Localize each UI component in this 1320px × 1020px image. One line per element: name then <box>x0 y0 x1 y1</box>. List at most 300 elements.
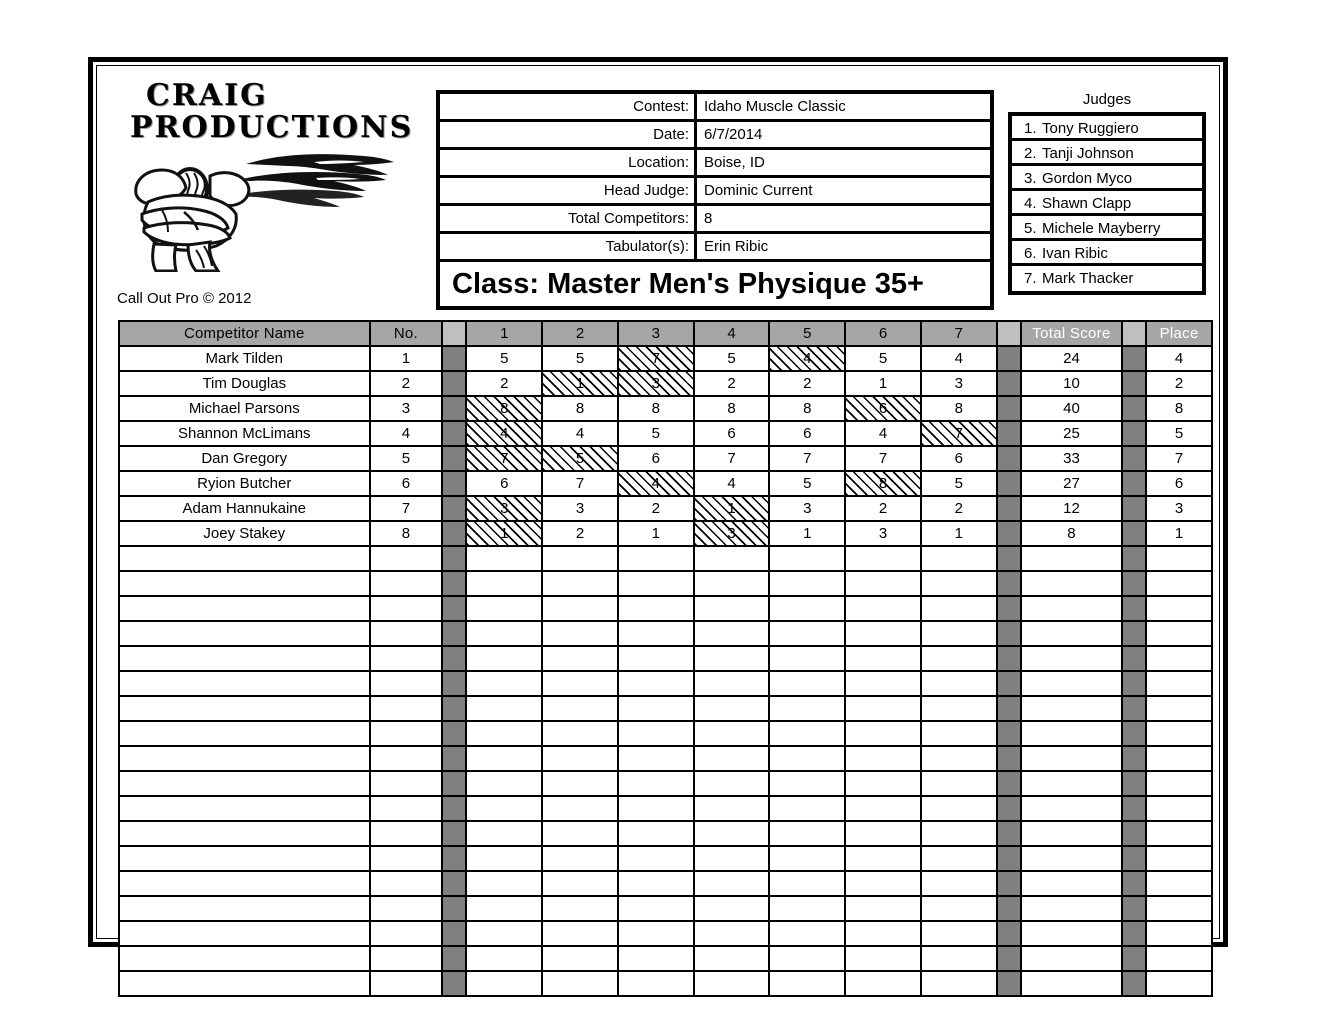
total-score-cell[interactable] <box>1021 346 1122 371</box>
judge-7-score-cell[interactable] <box>921 621 997 646</box>
judge-3-score-cell[interactable] <box>618 671 694 696</box>
judge-5-score-cell[interactable] <box>769 596 845 621</box>
judge-7-score-cell[interactable] <box>921 546 997 571</box>
place-cell[interactable] <box>1146 671 1212 696</box>
judge-3-score-cell[interactable] <box>618 496 694 521</box>
judge-7-score-cell[interactable] <box>921 396 997 421</box>
judge-2-score-cell[interactable] <box>542 346 618 371</box>
judge-5-score-cell[interactable] <box>769 346 845 371</box>
judge-4-score-cell[interactable] <box>694 621 770 646</box>
competitor-name-cell[interactable] <box>119 696 370 721</box>
total-score-cell[interactable] <box>1021 471 1122 496</box>
info-value-date[interactable]: 6/7/2014 <box>704 126 763 143</box>
competitor-name-cell[interactable] <box>119 746 370 771</box>
judge-4-score-cell[interactable] <box>694 946 770 971</box>
judge-7-score-cell[interactable] <box>921 371 997 396</box>
judge-5-score-cell[interactable] <box>769 921 845 946</box>
judge-1-score-cell[interactable] <box>466 521 542 546</box>
judge-2-score-cell[interactable] <box>542 846 618 871</box>
judge-5-score-cell[interactable] <box>769 821 845 846</box>
judge-6-score-cell[interactable] <box>845 596 921 621</box>
total-score-cell[interactable] <box>1021 596 1122 621</box>
total-score-cell[interactable] <box>1021 396 1122 421</box>
total-score-cell[interactable] <box>1021 546 1122 571</box>
judge-3-score-cell[interactable] <box>618 896 694 921</box>
judge-5-score-cell[interactable] <box>769 671 845 696</box>
judge-7-score-cell[interactable] <box>921 471 997 496</box>
judge-2-score-cell[interactable] <box>542 446 618 471</box>
judge-2-score-cell[interactable] <box>542 621 618 646</box>
competitor-number-cell[interactable] <box>370 571 443 596</box>
total-score-cell[interactable] <box>1021 821 1122 846</box>
total-score-cell[interactable] <box>1021 671 1122 696</box>
judge-3-score-cell[interactable] <box>618 371 694 396</box>
judge-6-score-cell[interactable] <box>845 371 921 396</box>
total-score-cell[interactable] <box>1021 796 1122 821</box>
info-value-contest[interactable]: Idaho Muscle Classic <box>704 98 846 115</box>
judge-3-score-cell[interactable] <box>618 846 694 871</box>
judge-2-score-cell[interactable] <box>542 471 618 496</box>
total-score-cell[interactable] <box>1021 621 1122 646</box>
judge-7-score-cell[interactable] <box>921 571 997 596</box>
judge-7-score-cell[interactable] <box>921 646 997 671</box>
judge-5-score-cell[interactable] <box>769 546 845 571</box>
competitor-name-cell[interactable] <box>119 896 370 921</box>
judge-2-score-cell[interactable] <box>542 571 618 596</box>
judge-6-score-cell[interactable] <box>845 721 921 746</box>
judge-6-score-cell[interactable] <box>845 696 921 721</box>
judge-7-score-cell[interactable] <box>921 896 997 921</box>
competitor-number-cell[interactable] <box>370 496 443 521</box>
judge-4-score-cell[interactable] <box>694 646 770 671</box>
judge-3-score-cell[interactable] <box>618 596 694 621</box>
judge-7-score-cell[interactable] <box>921 446 997 471</box>
judge-7-score-cell[interactable] <box>921 771 997 796</box>
judge-6-score-cell[interactable] <box>845 671 921 696</box>
judge-6-score-cell[interactable] <box>845 796 921 821</box>
judge-7-score-cell[interactable] <box>921 796 997 821</box>
header-spacer-left <box>442 321 466 346</box>
judge-1-score-cell[interactable] <box>466 896 542 921</box>
column-header-judge-6: 6 <box>845 321 921 346</box>
judge-6-score-cell[interactable] <box>845 546 921 571</box>
competitor-name-cell[interactable] <box>119 346 370 371</box>
judge-7-score-cell[interactable] <box>921 846 997 871</box>
judge-1-score-cell[interactable] <box>466 671 542 696</box>
place-cell[interactable] <box>1146 621 1212 646</box>
place-cell[interactable] <box>1146 796 1212 821</box>
competitor-number-cell[interactable] <box>370 396 443 421</box>
competitor-name-cell[interactable] <box>119 821 370 846</box>
total-score-cell[interactable] <box>1021 646 1122 671</box>
judge-5-score-cell[interactable] <box>769 971 845 996</box>
competitor-name-cell[interactable] <box>119 446 370 471</box>
judge-6-score-cell[interactable] <box>845 471 921 496</box>
place-cell[interactable] <box>1146 346 1212 371</box>
total-score-cell[interactable] <box>1021 371 1122 396</box>
competitor-number-cell[interactable] <box>370 646 443 671</box>
judge-2-score-cell[interactable] <box>542 371 618 396</box>
competitor-name-cell[interactable] <box>119 496 370 521</box>
judge-4-score-cell[interactable] <box>694 421 770 446</box>
judge-3-score-cell[interactable] <box>618 821 694 846</box>
competitor-number-cell[interactable] <box>370 596 443 621</box>
total-score-cell[interactable] <box>1021 871 1122 896</box>
judge-6-score-cell[interactable] <box>845 396 921 421</box>
judge-2-score-cell[interactable] <box>542 721 618 746</box>
place-cell[interactable] <box>1146 421 1212 446</box>
competitor-name-cell[interactable] <box>119 621 370 646</box>
judge-4-score-cell[interactable] <box>694 696 770 721</box>
judge-4-score-cell[interactable] <box>694 671 770 696</box>
total-score-cell[interactable] <box>1021 496 1122 521</box>
judge-6-score-cell[interactable] <box>845 846 921 871</box>
judge-3-score-cell[interactable] <box>618 946 694 971</box>
judge-1-score-cell[interactable] <box>466 946 542 971</box>
row-spacer-total <box>997 496 1021 521</box>
competitor-number-cell[interactable] <box>370 821 443 846</box>
judge-7-score-cell[interactable] <box>921 346 997 371</box>
judge-5-score-cell[interactable] <box>769 646 845 671</box>
competitor-number-cell[interactable] <box>370 521 443 546</box>
competitor-name-cell[interactable] <box>119 471 370 496</box>
judge-2-score-cell[interactable] <box>542 546 618 571</box>
judge-1-score-cell[interactable] <box>466 971 542 996</box>
place-cell[interactable] <box>1146 846 1212 871</box>
place-cell[interactable] <box>1146 471 1212 496</box>
competitor-name-cell[interactable] <box>119 771 370 796</box>
competitor-name-cell[interactable] <box>119 546 370 571</box>
judge-3-score-cell[interactable] <box>618 346 694 371</box>
total-score-cell[interactable] <box>1021 971 1122 996</box>
judge-4-score-cell[interactable] <box>694 471 770 496</box>
place-cell[interactable] <box>1146 496 1212 521</box>
competitor-number-cell[interactable] <box>370 896 443 921</box>
judge-2-score-cell[interactable] <box>542 921 618 946</box>
competitor-number-cell[interactable] <box>370 946 443 971</box>
total-score-cell[interactable] <box>1021 746 1122 771</box>
judge-6-score-cell[interactable] <box>845 921 921 946</box>
competitor-name-cell[interactable] <box>119 971 370 996</box>
competitor-name-cell[interactable] <box>119 721 370 746</box>
judge-2-score-cell[interactable] <box>542 821 618 846</box>
judge-5-score-cell[interactable] <box>769 421 845 446</box>
judge-2-score-cell[interactable] <box>542 971 618 996</box>
competitor-number-cell[interactable] <box>370 921 443 946</box>
judge-3-score-cell[interactable] <box>618 421 694 446</box>
judge-2-score-cell[interactable] <box>542 871 618 896</box>
judge-4-score-cell[interactable] <box>694 721 770 746</box>
place-cell[interactable] <box>1146 721 1212 746</box>
judge-5-score-cell[interactable] <box>769 896 845 921</box>
competitor-name-cell[interactable] <box>119 371 370 396</box>
judge-4-score-cell[interactable] <box>694 896 770 921</box>
judge-6-score-cell[interactable] <box>845 446 921 471</box>
judge-6-score-cell[interactable] <box>845 646 921 671</box>
judge-2-score-cell[interactable] <box>542 421 618 446</box>
judge-5-score-cell[interactable] <box>769 721 845 746</box>
competitor-number-cell[interactable] <box>370 971 443 996</box>
judge-4-score-cell[interactable] <box>694 521 770 546</box>
total-score-cell[interactable] <box>1021 421 1122 446</box>
judge-7-score-cell[interactable] <box>921 971 997 996</box>
total-score-cell[interactable] <box>1021 896 1122 921</box>
judge-1-score-cell-value: 4 <box>500 425 509 442</box>
judge-1-score-cell[interactable] <box>466 846 542 871</box>
competitor-name-cell[interactable] <box>119 846 370 871</box>
judge-4-score-cell[interactable] <box>694 746 770 771</box>
judge-3-score-cell[interactable] <box>618 921 694 946</box>
judge-4-score-cell[interactable] <box>694 796 770 821</box>
judge-4-score-cell[interactable] <box>694 846 770 871</box>
judge-7-score-cell[interactable] <box>921 521 997 546</box>
judge-6-score-cell[interactable] <box>845 821 921 846</box>
judge-1-score-cell[interactable] <box>466 496 542 521</box>
judge-1-score-cell[interactable] <box>466 596 542 621</box>
judge-6-score-cell[interactable] <box>845 421 921 446</box>
place-cell[interactable] <box>1146 571 1212 596</box>
judge-6-score-cell[interactable] <box>845 971 921 996</box>
judge-6-score-cell[interactable] <box>845 871 921 896</box>
judge-5-score-cell[interactable] <box>769 696 845 721</box>
row-spacer-place <box>1122 971 1146 996</box>
judge-7-score-cell[interactable] <box>921 721 997 746</box>
judge-6-score-cell[interactable] <box>845 346 921 371</box>
judge-4-score-cell[interactable] <box>694 371 770 396</box>
judge-7-score-cell[interactable] <box>921 946 997 971</box>
total-score-cell[interactable] <box>1021 946 1122 971</box>
place-cell[interactable] <box>1146 546 1212 571</box>
judge-5-score-cell[interactable] <box>769 496 845 521</box>
total-score-cell[interactable] <box>1021 446 1122 471</box>
judge-1-score-cell[interactable] <box>466 571 542 596</box>
judge-5-score-cell[interactable] <box>769 871 845 896</box>
competitor-name-cell[interactable] <box>119 521 370 546</box>
judge-1-score-cell[interactable] <box>466 721 542 746</box>
place-cell[interactable] <box>1146 446 1212 471</box>
judge-1-score-cell[interactable] <box>466 796 542 821</box>
judge-3-score-cell[interactable] <box>618 571 694 596</box>
competitor-number-cell[interactable] <box>370 621 443 646</box>
judge-3-score-cell[interactable] <box>618 696 694 721</box>
info-value-total-competitors[interactable]: 8 <box>704 210 713 227</box>
judge-4-score-cell[interactable] <box>694 446 770 471</box>
place-cell[interactable] <box>1146 971 1212 996</box>
competitor-name-cell[interactable] <box>119 596 370 621</box>
judge-1-score-cell[interactable] <box>466 696 542 721</box>
judge-7-score-cell[interactable] <box>921 421 997 446</box>
judge-1-score-cell[interactable] <box>466 446 542 471</box>
competitor-name-cell[interactable] <box>119 421 370 446</box>
judge-1-score-cell[interactable] <box>466 921 542 946</box>
competitor-number-cell[interactable] <box>370 746 443 771</box>
competitor-number-cell[interactable] <box>370 371 443 396</box>
competitor-number-cell[interactable] <box>370 771 443 796</box>
judge-3-score-cell[interactable] <box>618 771 694 796</box>
judge-7-score-cell[interactable] <box>921 696 997 721</box>
competitor-name-cell[interactable] <box>119 671 370 696</box>
judge-2-score-cell[interactable] <box>542 696 618 721</box>
place-cell[interactable] <box>1146 396 1212 421</box>
judge-4-score-cell[interactable] <box>694 496 770 521</box>
judge-6-score-cell[interactable] <box>845 896 921 921</box>
judge-5-score-cell[interactable] <box>769 446 845 471</box>
judge-7-score-cell[interactable] <box>921 871 997 896</box>
judge-3-score-cell[interactable] <box>618 971 694 996</box>
place-cell[interactable] <box>1146 771 1212 796</box>
place-cell[interactable] <box>1146 696 1212 721</box>
competitor-name-cell[interactable] <box>119 921 370 946</box>
judge-3-score-cell[interactable] <box>618 871 694 896</box>
judge-7-score-cell[interactable] <box>921 821 997 846</box>
judge-6-score-cell[interactable] <box>845 621 921 646</box>
judge-3-score-cell[interactable] <box>618 446 694 471</box>
competitor-name-cell[interactable] <box>119 571 370 596</box>
place-cell[interactable] <box>1146 371 1212 396</box>
judge-6-score-cell[interactable] <box>845 496 921 521</box>
judge-5-score-cell[interactable] <box>769 571 845 596</box>
judge-2-score-cell[interactable] <box>542 396 618 421</box>
competitor-number-cell[interactable] <box>370 471 443 496</box>
judge-4-score-cell[interactable] <box>694 771 770 796</box>
judge-2-score-cell[interactable] <box>542 596 618 621</box>
judge-1-score-cell[interactable] <box>466 821 542 846</box>
judge-7-score-cell[interactable] <box>921 921 997 946</box>
judge-2-score-cell[interactable] <box>542 646 618 671</box>
total-score-cell[interactable] <box>1021 846 1122 871</box>
place-cell[interactable] <box>1146 921 1212 946</box>
judge-6-score-cell[interactable] <box>845 946 921 971</box>
competitor-number-cell[interactable] <box>370 346 443 371</box>
judge-2-score-cell[interactable] <box>542 771 618 796</box>
judge-6-score-cell[interactable] <box>845 571 921 596</box>
place-cell[interactable] <box>1146 821 1212 846</box>
judge-1-score-cell[interactable] <box>466 771 542 796</box>
judge-1-score-cell[interactable] <box>466 546 542 571</box>
judge-5-score-cell[interactable] <box>769 746 845 771</box>
judge-3-score-cell[interactable] <box>618 521 694 546</box>
competitor-number-cell[interactable] <box>370 721 443 746</box>
competitor-name-cell[interactable] <box>119 396 370 421</box>
judge-4-score-cell[interactable] <box>694 871 770 896</box>
judge-6-score-cell[interactable] <box>845 521 921 546</box>
judge-5-score-cell[interactable] <box>769 946 845 971</box>
judge-1-score-cell[interactable] <box>466 646 542 671</box>
judge-5-score-cell[interactable] <box>769 521 845 546</box>
judge-4-score-cell[interactable] <box>694 396 770 421</box>
judge-3-score-cell[interactable] <box>618 621 694 646</box>
judge-1-score-cell[interactable] <box>466 346 542 371</box>
total-score-cell[interactable] <box>1021 721 1122 746</box>
competitor-number-cell[interactable] <box>370 796 443 821</box>
place-cell[interactable] <box>1146 871 1212 896</box>
total-score-cell[interactable] <box>1021 696 1122 721</box>
total-score-cell[interactable] <box>1021 521 1122 546</box>
judge-1-score-cell[interactable] <box>466 871 542 896</box>
judge-1-score-cell[interactable] <box>466 471 542 496</box>
judge-5-score-cell[interactable] <box>769 846 845 871</box>
judge-4-score-cell[interactable] <box>694 571 770 596</box>
judge-6-score-cell[interactable] <box>845 746 921 771</box>
judge-2-score-cell[interactable] <box>542 521 618 546</box>
place-cell[interactable] <box>1146 946 1212 971</box>
competitor-name-cell[interactable] <box>119 946 370 971</box>
judge-7-score-cell[interactable] <box>921 596 997 621</box>
competitor-number-cell[interactable] <box>370 871 443 896</box>
competitor-number-cell[interactable] <box>370 421 443 446</box>
info-value-head-judge[interactable]: Dominic Current <box>704 182 813 199</box>
competitor-number-cell[interactable] <box>370 546 443 571</box>
competitor-name-cell[interactable] <box>119 646 370 671</box>
info-value-tabulators[interactable]: Erin Ribic <box>704 238 769 255</box>
judge-1-score-cell-value: 6 <box>500 475 509 492</box>
judge-1-score-cell[interactable] <box>466 621 542 646</box>
info-value-location[interactable]: Boise, ID <box>704 154 765 171</box>
judge-4-score-cell[interactable] <box>694 346 770 371</box>
judge-3-score-cell[interactable] <box>618 546 694 571</box>
total-score-cell[interactable] <box>1021 571 1122 596</box>
judge-4-score-cell[interactable] <box>694 971 770 996</box>
judge-1-score-cell[interactable] <box>466 746 542 771</box>
competitor-number-cell[interactable] <box>370 846 443 871</box>
judge-3-score-cell[interactable] <box>618 471 694 496</box>
judge-2-score-cell[interactable] <box>542 496 618 521</box>
judge-3-score-cell[interactable] <box>618 796 694 821</box>
competitor-number-cell[interactable] <box>370 696 443 721</box>
competitor-number-cell[interactable] <box>370 446 443 471</box>
judge-5-score-cell[interactable] <box>769 471 845 496</box>
judge-5-score-cell[interactable] <box>769 771 845 796</box>
judge-4-score-cell[interactable] <box>694 821 770 846</box>
judge-6-score-cell[interactable] <box>845 771 921 796</box>
judge-7-score-cell[interactable] <box>921 671 997 696</box>
judge-2-score-cell[interactable] <box>542 946 618 971</box>
place-cell[interactable] <box>1146 746 1212 771</box>
competitor-name-cell[interactable] <box>119 796 370 821</box>
judge-3-score-cell[interactable] <box>618 721 694 746</box>
score-table-header-row <box>119 321 1212 346</box>
judge-1-score-cell[interactable] <box>466 371 542 396</box>
judge-2-score-cell[interactable] <box>542 671 618 696</box>
judge-5-score-cell[interactable] <box>769 796 845 821</box>
judge-3-score-cell[interactable] <box>618 396 694 421</box>
judge-7-score-cell[interactable] <box>921 496 997 521</box>
total-score-cell[interactable] <box>1021 921 1122 946</box>
place-cell[interactable] <box>1146 521 1212 546</box>
total-score-cell[interactable] <box>1021 771 1122 796</box>
judge-5-score-cell[interactable] <box>769 371 845 396</box>
judge-4-score-cell[interactable] <box>694 596 770 621</box>
place-cell[interactable] <box>1146 646 1212 671</box>
competitor-number-cell[interactable] <box>370 671 443 696</box>
judge-2-score-cell[interactable] <box>542 896 618 921</box>
judge-5-score-cell[interactable] <box>769 621 845 646</box>
judge-3-score-cell[interactable] <box>618 646 694 671</box>
judge-4-score-cell[interactable] <box>694 921 770 946</box>
judge-7-score-cell[interactable] <box>921 746 997 771</box>
place-cell[interactable] <box>1146 896 1212 921</box>
judge-5-score-cell[interactable] <box>769 396 845 421</box>
place-cell[interactable] <box>1146 596 1212 621</box>
judge-1-score-cell[interactable] <box>466 421 542 446</box>
judge-4-score-cell[interactable] <box>694 546 770 571</box>
judge-2-score-cell[interactable] <box>542 796 618 821</box>
competitor-name-cell[interactable] <box>119 871 370 896</box>
row-spacer-place <box>1122 696 1146 721</box>
judge-1-score-cell[interactable] <box>466 396 542 421</box>
judge-2-score-cell[interactable] <box>542 746 618 771</box>
judge-3-score-cell[interactable] <box>618 746 694 771</box>
